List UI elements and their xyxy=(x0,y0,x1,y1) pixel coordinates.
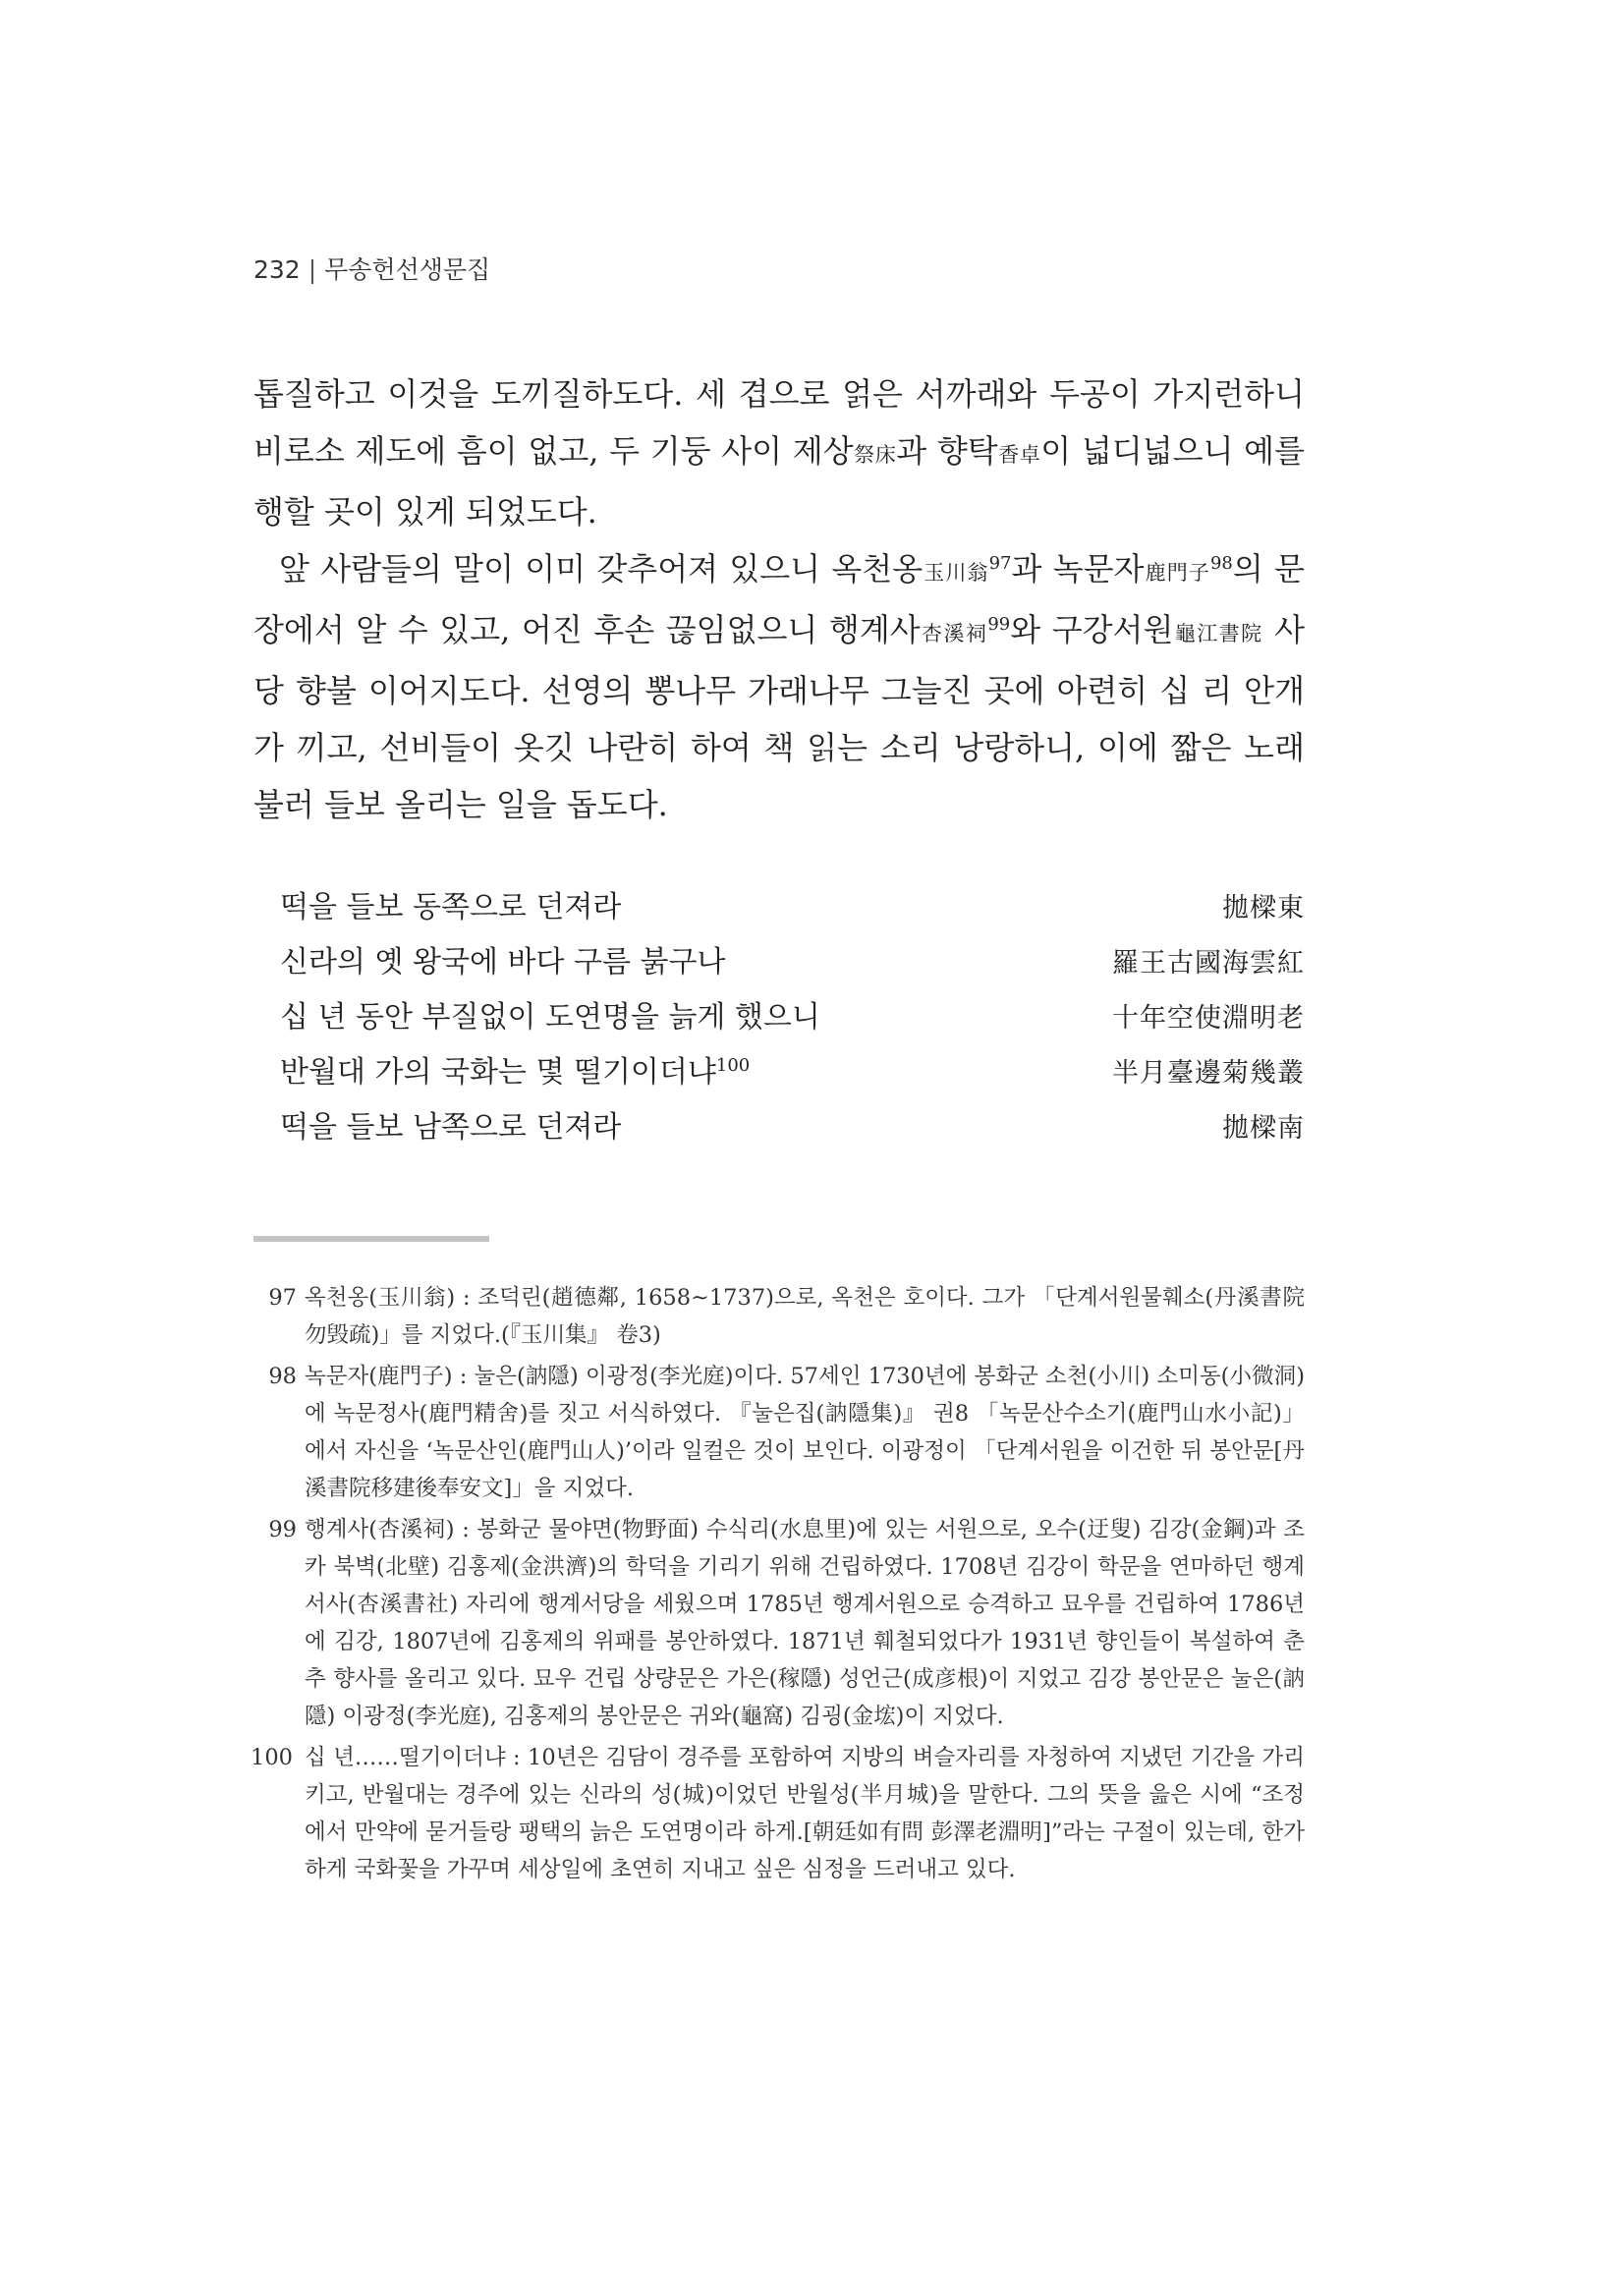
poem-line: 떡을 들보 남쪽으로 던져라 拋樑南 xyxy=(280,1110,1305,1145)
footnote-divider xyxy=(253,1236,489,1242)
footnote-100: 100 십 년……떨기이더냐 : 10년은 김담이 경주를 포함하여 지방의 벼슬자리를 자청하여 지냈던 기간을 가리키고, 반월대는 경주에 있는 신라의 성(城)이었던 반월성(半月城)을 말한다. 그의 뜻을 읊은 시에 “조정에서 만약에 묻거들랑 팽택의 늙은 도연명이라 하게.[朝廷如有問 彭澤老淵明]”라는 구절이 있는데, 한가하게 국화꽃을 가꾸며 세상일에 초연히 지내고 싶은 심정을 드러내고 있다. xyxy=(251,1745,1305,1882)
book-title: 무송헌선생문집 xyxy=(324,255,491,284)
poem-line: 신라의 옛 왕국에 바다 구름 붉구나 羅王古國海雲紅 xyxy=(280,945,1305,980)
running-header xyxy=(253,251,490,286)
poem-line: 십 년 동안 부질없이 도연명을 늙게 했으니 十年空使淵明老 xyxy=(280,1000,1305,1035)
footnote-ref-99[interactable]: 99 xyxy=(987,614,1011,635)
paragraph-1: 톱질하고 이것을 도끼질하도다. 세 겹으로 얽은 서까래와 두공이 가지런하니 비로소 제도에 흠이 없고, 두 기둥 사이 제상祭床과 향탁香卓이 넓디넓으니 예를 행할 곳이 있게 되었도다. xyxy=(253,375,1306,531)
main-text xyxy=(253,365,1305,833)
footnote-ref-98[interactable]: 98 xyxy=(1209,553,1233,574)
poem-line: 반월대 가의 국화는 몇 떨기이더냐$^{100}$ 半月臺邊菊幾叢 xyxy=(280,1055,1305,1090)
poem xyxy=(280,882,1305,1157)
footnote-99: 99 행계사(杏溪祠) : 봉화군 물야면(物野面) 수식리(水息里)에 있는 서원으로, 오수(迂叟) 김강(金鋼)과 조카 북벽(北壁) 김홍제(金洪濟)의 학덕을 기리기 위해 건립하였다. 1708년 김강이 학문을 연마하던 행계서사(杏溪書社) 자리에 행계서당을 세웠으며 1785년 행계서원으로 승격하고 묘우를 건립하여 1786년에 김강, 1807년에 김홍제의 위패를 봉안하였다. 1871년 훼철되었다가 1931년 향인들이 복설하여 춘추 향사를 올리고 있다. 묘우 건립 상량문은 가은(稼隱) 성언근(成彦根)이 지었고 김강 봉안문은 눌은(訥隱) 이광정(李光庭), 김홍제의 봉안문은 귀와(龜窩) 김굉(金㙆)이 지었다. xyxy=(268,1517,1305,1729)
paragraph-2: 앞 사람들의 말이 이미 갖추어져 있으니 옥천옹玉川翁$^{97}$과 녹문자鹿門子$^{98}$의 문장에서 알 수 있고, 어진 후손 끊임없으니 행계사杏溪祠$^{99}$와 구강서원龜江書院 사당 향불 이어지도다. 선영의 뽕나무 가래나무 그늘진 곳에 아련히 십 리 안개가 끼고, 선비들이 옷깃 나란히 하여 책 읽는 소리 낭랑하니, 이에 짧은 노래 불러 들보 올리는 일을 돕도다. xyxy=(253,550,1306,823)
page-number: 232 xyxy=(253,255,301,284)
header-separator: | xyxy=(308,255,317,284)
poem-line: 떡을 들보 동쪽으로 던져라 拋樑東 xyxy=(280,890,1305,924)
footnote-98: 98 녹문자(鹿門子) : 눌은(訥隱) 이광정(李光庭)이다. 57세인 1730년에 봉화군 소천(小川) 소미동(小微洞)에 녹문정사(鹿門精舍)를 짓고 서식하였다. 『눌은집(訥隱集)』 권8 「녹문산수소기(鹿門山水小記)」에서 자신을 ‘녹문산인(鹿門山人)’이라 일컬은 것이 보인다. 이광정이 「단계서원을 이건한 뒤 봉안문[丹溪書院移建後奉安文]」을 지었다. xyxy=(268,1364,1305,1501)
footnote-ref-97[interactable]: 97 xyxy=(988,553,1012,574)
footnote-97: 97 옥천옹(玉川翁) : 조덕린(趙德鄰, 1658~1737)으로, 옥천은 호이다. 그가 「단계서원물훼소(丹溪書院勿毁疏)」를 지었다.(『玉川集』 卷3) xyxy=(268,1285,1305,1348)
footnote-ref-100[interactable]: 100 xyxy=(715,1055,751,1076)
footnotes xyxy=(253,1279,1305,1892)
